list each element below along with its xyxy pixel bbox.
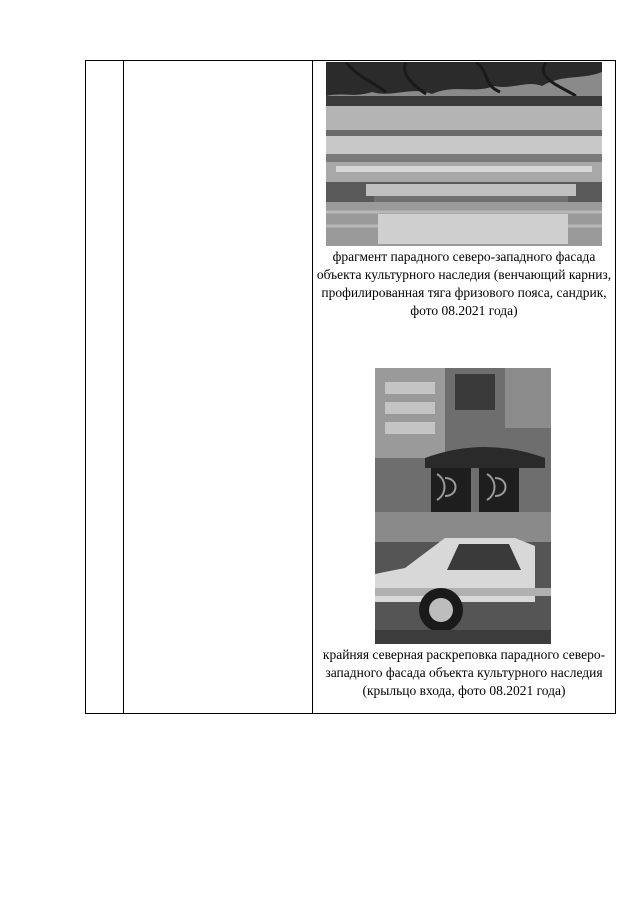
photo-caption-1: фрагмент парадного северо-западного фасада объекта культурного наследия (венчающий карниз, профилированная тяга фризового пояса, сандрик, фото 08.2021 года) xyxy=(316,249,612,318)
photo-porch-with-car xyxy=(375,368,551,644)
photo-cornice-fragment xyxy=(326,62,602,246)
column-divider-1 xyxy=(123,61,124,713)
column-divider-2 xyxy=(312,61,313,713)
photo-caption-2: крайняя северная раскреповка парадного северо-западного фасада объекта культурного наследия (крыльцо входа, фото 08.2021 года) xyxy=(322,647,606,698)
